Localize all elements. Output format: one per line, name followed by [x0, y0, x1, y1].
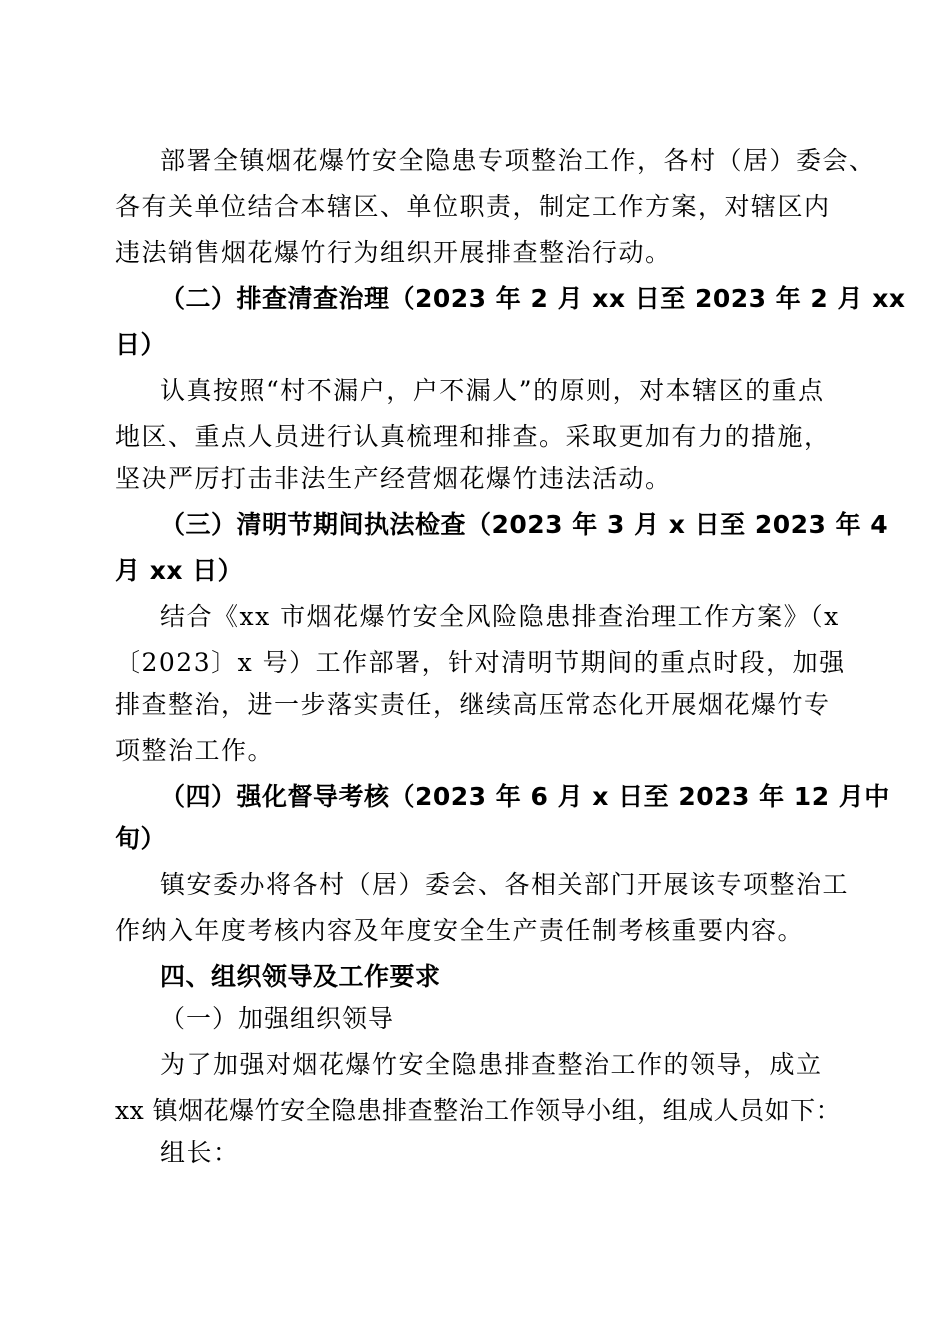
paragraph-line: 各有关单位结合本辖区、单位职责，制定工作方案，对辖区内 — [115, 192, 831, 221]
section-heading-4-cont: 旬） — [115, 824, 167, 853]
paragraph-line: 〔2023〕x 号）工作部署，针对清明节期间的重点时段，加强 — [115, 648, 846, 677]
paragraph-line: 项整治工作。 — [115, 736, 275, 765]
paragraph-line: 排查整治，进一步落实责任，继续高压常态化开展烟花爆竹专 — [115, 690, 831, 719]
paragraph-line: 作纳入年度考核内容及年度安全生产责任制考核重要内容。 — [115, 916, 805, 945]
paragraph-line: 为了加强对烟花爆竹安全隐患排查整治工作的领导，成立 — [160, 1050, 823, 1079]
paragraph-line: xx 镇烟花爆竹安全隐患排查整治工作领导小组，组成人员如下： — [115, 1096, 842, 1125]
section-heading-3-cont: 月 xx 日） — [115, 556, 244, 585]
paragraph-line: 坚决严厉打击非法生产经营烟花爆竹违法活动。 — [115, 464, 672, 493]
subsection-heading: （一）加强组织领导 — [160, 1004, 395, 1033]
chapter-heading: 四、组织领导及工作要求 — [160, 962, 441, 991]
section-heading-2-cont: 日） — [115, 330, 167, 359]
paragraph-line: 镇安委办将各村（居）委会、各相关部门开展该专项整治工 — [160, 870, 850, 899]
paragraph-line: 结合《xx 市烟花爆竹安全风险隐患排查治理工作方案》（x — [160, 602, 840, 631]
section-heading-4: （四）强化督导考核（2023 年 6 月 x 日至 2023 年 12 月中 — [160, 782, 890, 811]
paragraph-line: 违法销售烟花爆竹行为组织开展排查整治行动。 — [115, 238, 672, 267]
section-heading-2: （二）排查清查治理（2023 年 2 月 xx 日至 2023 年 2 月 xx — [160, 284, 906, 313]
paragraph-line: 部署全镇烟花爆竹安全隐患专项整治工作，各村（居）委会、 — [160, 146, 876, 175]
section-heading-3: （三）清明节期间执法检查（2023 年 3 月 x 日至 2023 年 4 — [160, 510, 889, 539]
paragraph-line: 地区、重点人员进行认真梳理和排查。采取更加有力的措施， — [115, 422, 831, 451]
paragraph-line: 认真按照“村不漏户，户不漏人”的原则，对本辖区的重点 — [160, 376, 825, 405]
group-leader-label: 组长： — [160, 1138, 240, 1167]
